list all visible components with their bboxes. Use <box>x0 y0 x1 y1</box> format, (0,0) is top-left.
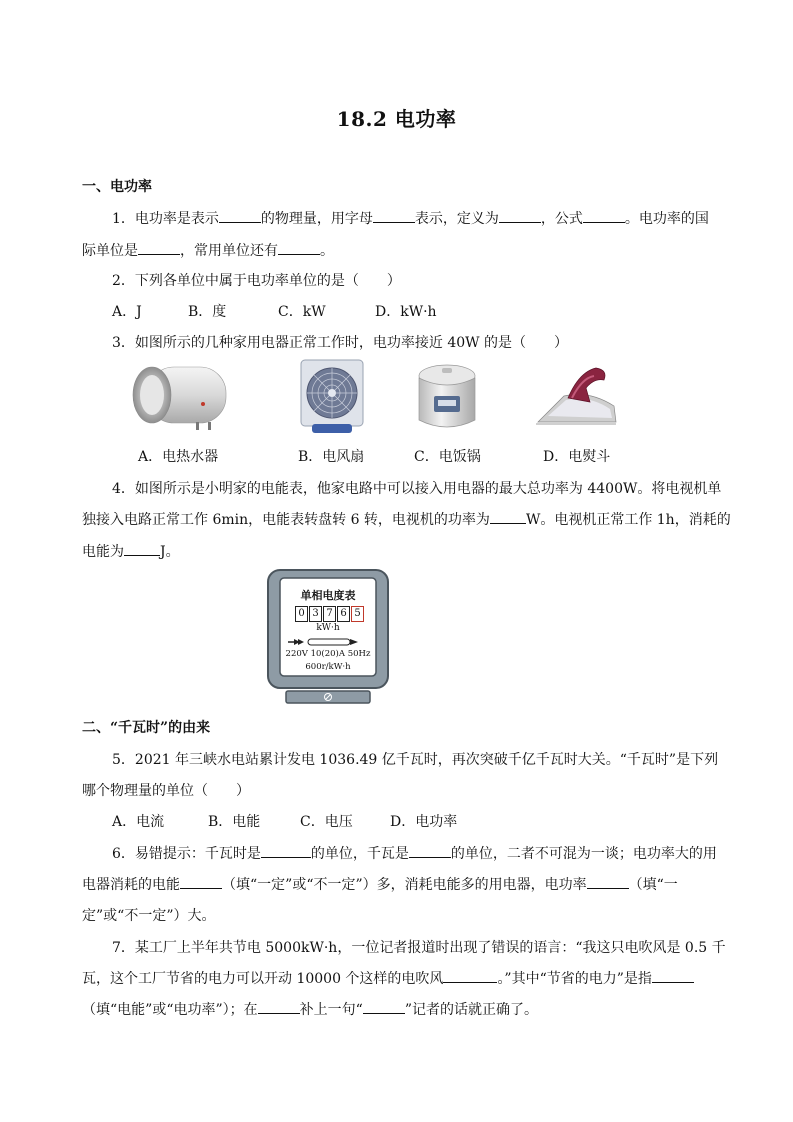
question-4-line-2: 独接入电路正常工作 6min，电能表转盘转 6 转，电视机的功率为 W。电视机正常工作 1h，消耗的 <box>82 509 731 529</box>
option-a-caption[interactable]: A．电热水器 <box>138 449 219 465</box>
question-2-options <box>112 301 437 321</box>
blank[interactable] <box>278 240 320 255</box>
blank[interactable] <box>490 509 526 524</box>
blank[interactable] <box>373 208 415 223</box>
question-4-line-1: 4．如图所示是小明家的电能表，他家电路中可以接入用电器的最大总功率为 4400W。将电视机单 <box>112 481 722 497</box>
question-4-line-3: 电能为 J。 <box>82 541 180 561</box>
meter-digit: 7 <box>323 606 336 622</box>
blank[interactable] <box>219 208 261 223</box>
blank[interactable] <box>261 843 311 858</box>
question-7-line-1: 7．某工厂上半年共节电 5000kW·h，一位记者报道时出现了错误的语言：“我这只电吹风是 0.5 千 <box>112 940 726 956</box>
blank[interactable] <box>409 843 451 858</box>
option-a[interactable]: A．电流 <box>112 814 165 830</box>
meter-digits <box>295 606 364 622</box>
question-6-line-3: 定”或“不一定”）大。 <box>82 908 216 924</box>
blank[interactable] <box>583 208 625 223</box>
meter-digit: 6 <box>337 606 350 622</box>
question-7-line-2: 瓦，这个工厂节省的电力可以开动 10000 个这样的电吹风 。”其中“节省的电力”是指 <box>82 968 694 988</box>
blank[interactable] <box>258 999 300 1014</box>
meter-digit: 0 <box>295 606 308 622</box>
meter-digit: 3 <box>309 606 322 622</box>
question-5-line-2: 哪个物理量的单位（ ） <box>82 783 250 799</box>
option-b-caption[interactable]: B．电风扇 <box>298 449 365 465</box>
option-b[interactable]: B．电能 <box>208 814 261 830</box>
option-d[interactable]: D．电功率 <box>390 814 458 830</box>
water-heater-image <box>130 362 230 434</box>
blank[interactable] <box>499 208 541 223</box>
energy-meter-figure <box>266 569 390 705</box>
meter-rate: 600r/kW·h <box>305 662 351 672</box>
option-a[interactable]: A．J <box>112 304 142 320</box>
section-heading-2: 二、“千瓦时”的由来 <box>82 720 211 736</box>
section-heading-1: 一、电功率 <box>82 179 152 195</box>
question-1-line-2: 际单位是 ，常用单位还有 。 <box>82 240 334 260</box>
meter-unit: kW·h <box>316 623 340 633</box>
electric-fan-image <box>298 358 366 436</box>
meter-title: 单相电度表 <box>300 589 356 602</box>
blank[interactable] <box>587 874 629 889</box>
option-c[interactable]: C．电压 <box>300 814 353 830</box>
option-c[interactable]: C．kW <box>278 304 326 320</box>
blank[interactable] <box>180 874 222 889</box>
option-c-caption[interactable]: C．电饭锅 <box>414 449 481 465</box>
blank[interactable] <box>363 999 405 1014</box>
blank[interactable] <box>138 240 180 255</box>
question-6-line-1: 6．易错提示：千瓦时是 的单位，千瓦是 的单位，二者不可混为一谈；电功率大的用 <box>112 843 717 863</box>
question-7-line-3: （填“电能”或“电功率”）；在 补上一句“ ”记者的话就正确了。 <box>82 999 538 1019</box>
blank[interactable] <box>652 968 694 983</box>
question-6-line-2: 电器消耗的电能 （填“一定”或“不一定”）多，消耗电能多的用电器，电功率 （填“一 <box>82 874 678 894</box>
electric-iron-image <box>534 362 620 434</box>
option-d-caption[interactable]: D．电熨斗 <box>543 449 611 465</box>
page-title: 18.2 电功率 <box>336 107 457 131</box>
question-3-stem: 3．如图所示的几种家用电器正常工作时，电功率接近 40W 的是（ ） <box>112 335 569 351</box>
rice-cooker-image <box>414 362 480 434</box>
option-d[interactable]: D．kW·h <box>375 304 437 320</box>
question-1-line-1: 1．电功率是表示 的物理量，用字母 表示，定义为 ，公式 。电功率的国 <box>112 208 709 228</box>
option-b[interactable]: B．度 <box>188 304 227 320</box>
question-5-line-1: 5．2021 年三峡水电站累计发电 1036.49 亿千瓦时，再次突破千亿千瓦时大关。“千瓦时”是下列 <box>112 752 719 768</box>
blank[interactable] <box>443 968 497 983</box>
blank[interactable] <box>124 541 160 556</box>
meter-spec: 220V 10(20)A 50Hz <box>285 649 371 659</box>
question-2-stem: 2．下列各单位中属于电功率单位的是（ ） <box>112 273 401 289</box>
question-5-options <box>112 811 457 831</box>
meter-digit-decimal: 5 <box>351 606 364 622</box>
